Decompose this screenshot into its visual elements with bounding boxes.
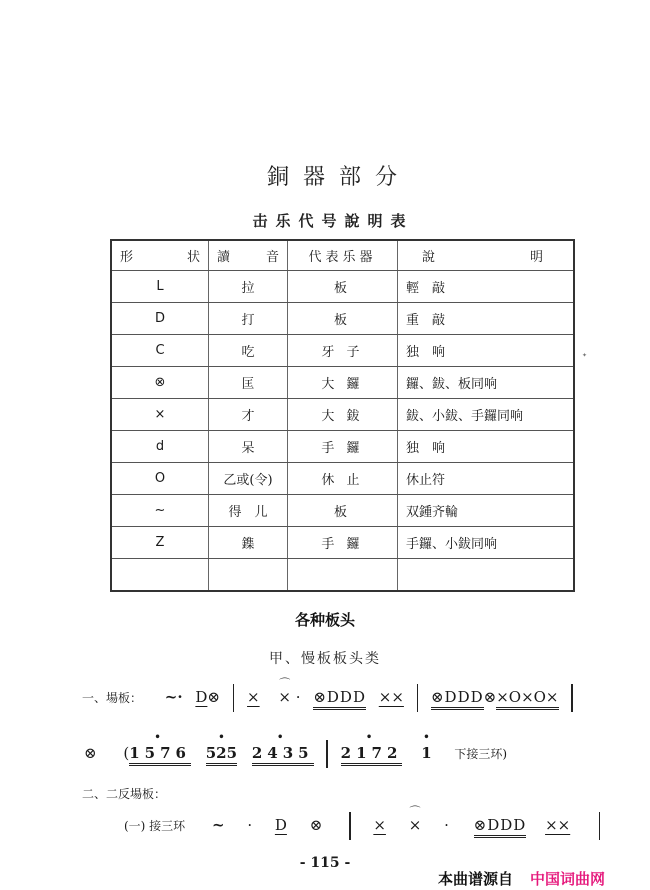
- subsection-title: 甲、慢板板头类: [269, 651, 381, 667]
- table-title: 击乐代号說明表: [252, 212, 414, 230]
- paren-open: (: [123, 744, 130, 762]
- page-number: - 115 -: [299, 855, 351, 871]
- section-title: 各种板头: [294, 611, 355, 629]
- reading-cell: [209, 558, 288, 591]
- reading-cell: 匡: [209, 366, 288, 398]
- instrument-cell: 板: [288, 494, 398, 526]
- crash-symbol: ⊗: [84, 744, 97, 762]
- table-header-row: [111, 240, 574, 271]
- table-row: [111, 334, 574, 366]
- beat-x-fermata: ⌒ ×: [409, 816, 422, 834]
- barline: [417, 684, 419, 712]
- table-row: [111, 430, 574, 462]
- melody-note-1: • 1: [421, 744, 431, 762]
- shape-cell: D: [111, 302, 209, 334]
- beat-x: ×: [373, 816, 386, 834]
- watermark-source: 本曲谱源自: [438, 870, 514, 888]
- beat-d: D: [195, 688, 208, 706]
- description-cell: [398, 558, 575, 591]
- crash-symbol: ⊗: [483, 688, 497, 706]
- item1-notation-line2: [84, 740, 507, 768]
- description-cell: 手鑼、小鈸同响: [398, 526, 575, 558]
- beat-x-fermata: ⌒ ×: [278, 688, 291, 706]
- melody-group-1576: • 1576: [129, 744, 191, 766]
- melody-group-525: • 525: [206, 744, 237, 766]
- instrument-cell: 手 鑼: [288, 430, 398, 462]
- description-cell: 独 响: [398, 430, 575, 462]
- description-cell: 休止符: [398, 462, 575, 494]
- shape-cell: O: [111, 462, 209, 494]
- group-crash-ddd: ⊗DDD: [474, 816, 527, 838]
- shape-cell: ~: [111, 494, 209, 526]
- instrument-cell: 大 鑼: [288, 366, 398, 398]
- dot: ·: [444, 816, 449, 834]
- instrument-cell: 大 鈸: [288, 398, 398, 430]
- header-instrument: 代表乐器: [288, 240, 398, 271]
- table-row: [111, 494, 574, 526]
- header-reading: 讀 音: [209, 240, 288, 271]
- group-xx: ××: [545, 816, 571, 834]
- reading-cell: 吃: [209, 334, 288, 366]
- table-row-empty: [111, 558, 574, 591]
- page-title: 銅器部分: [266, 165, 411, 190]
- shape-cell: [111, 558, 209, 591]
- beat-d: D: [274, 816, 287, 834]
- barline: [349, 812, 351, 840]
- percussion-legend-table: [110, 239, 575, 592]
- table-row: [111, 302, 574, 334]
- description-cell: 独 响: [398, 334, 575, 366]
- crash-symbol: ⊗: [309, 816, 323, 834]
- instrument-cell: 板: [288, 302, 398, 334]
- header-shape: 形 状: [111, 240, 209, 271]
- group-xoxox: ×O×O×: [496, 688, 558, 710]
- melody-group-2172: • 2172: [341, 744, 403, 766]
- table-row: [111, 526, 574, 558]
- table-row: [111, 398, 574, 430]
- table-row: [111, 271, 574, 303]
- reading-cell: 呆: [209, 430, 288, 462]
- group-crash-ddd: ⊗DDD: [431, 688, 484, 710]
- shape-cell: L: [111, 271, 209, 303]
- melody-group-2435: • 2435: [252, 744, 314, 766]
- item1-notation-line1: [82, 684, 581, 712]
- reading-cell: 才: [209, 398, 288, 430]
- instrument-cell: 手 鑼: [288, 526, 398, 558]
- table-row: [111, 462, 574, 494]
- print-speck: ✦: [582, 352, 588, 359]
- instrument-cell: 板: [288, 271, 398, 303]
- barline: [599, 812, 601, 840]
- description-cell: 双鍾齐輪: [398, 494, 575, 526]
- dot: ·: [247, 816, 253, 834]
- item2-label: 二、二反場板：: [82, 787, 167, 801]
- description-cell: 輕 敲: [398, 271, 575, 303]
- tremolo-lead: ~·: [164, 688, 183, 706]
- instrument-cell: [288, 558, 398, 591]
- reading-cell: 鏶: [209, 526, 288, 558]
- instrument-cell: 休 止: [288, 462, 398, 494]
- group-crash-ddd: ⊗DDD: [313, 688, 366, 710]
- description-cell: 鈸、小鈸、手鑼同响: [398, 398, 575, 430]
- group-xx: ××: [378, 688, 404, 706]
- shape-cell: Z: [111, 526, 209, 558]
- crash-symbol: ⊗: [207, 688, 220, 706]
- instrument-cell: 牙 子: [288, 334, 398, 366]
- barline: [233, 684, 235, 712]
- shape-cell: ⊗: [111, 366, 209, 398]
- beat-x: ×: [247, 688, 260, 706]
- item2-notation-line1: [124, 812, 608, 840]
- dot: ·: [295, 688, 301, 706]
- shape-cell: C: [111, 334, 209, 366]
- reading-cell: 打: [209, 302, 288, 334]
- header-description: 說 明: [398, 240, 575, 271]
- description-cell: 鑼、鈸、板同响: [398, 366, 575, 398]
- description-cell: 重 敲: [398, 302, 575, 334]
- barline: [571, 684, 573, 712]
- barline: [326, 740, 328, 768]
- reading-cell: 乙或(令): [209, 462, 288, 494]
- shape-cell: d: [111, 430, 209, 462]
- watermark-site: 中国词曲网: [530, 870, 606, 888]
- shape-cell: ×: [111, 398, 209, 430]
- table-row: [111, 366, 574, 398]
- tremolo-lead: ~: [211, 816, 225, 834]
- reading-cell: 得 儿: [209, 494, 288, 526]
- continuation-note: 下接三环): [454, 747, 508, 761]
- item1-label: 一、場板：: [82, 691, 143, 705]
- item2-sub-label: (一) 接三环: [124, 819, 186, 833]
- reading-cell: 拉: [209, 271, 288, 303]
